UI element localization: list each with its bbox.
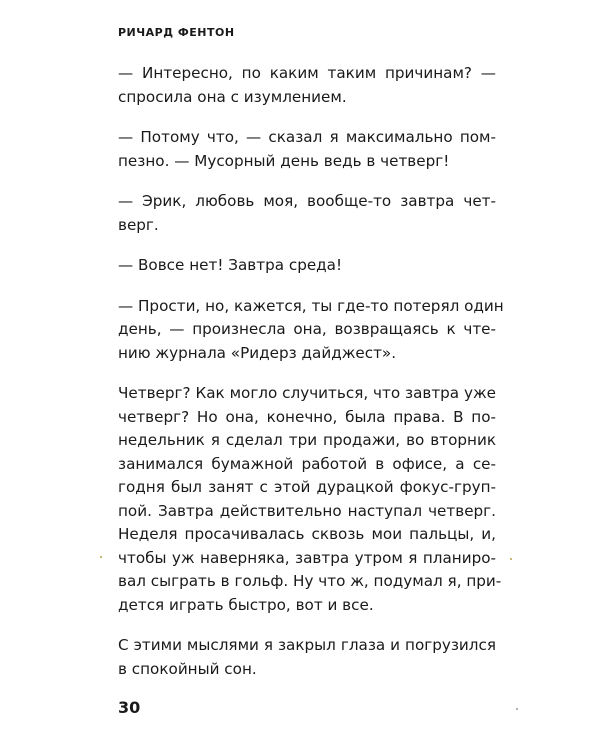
text-line: дется играть быстро, вот и все. <box>118 595 374 614</box>
scan-speck <box>516 708 518 710</box>
running-head: РИЧАРД ФЕНТОН <box>118 26 235 39</box>
text-line: — Вовсе нет! Завтра среда! <box>118 256 343 274</box>
paragraph-6 <box>118 382 502 617</box>
scan-speck <box>100 556 102 558</box>
text-line: — Эрик, любовь моя, вообще-то завтра чет- <box>118 192 496 210</box>
paragraph-1 <box>118 62 496 109</box>
text-line: пой. Завтра действительно наступал четверг. <box>118 501 496 520</box>
text-line: годня был занят с этой дурацкой фокус-груп- <box>118 478 496 496</box>
page-number: 30 <box>118 698 141 717</box>
text-line: — Интересно, по каким таким причинам? — <box>118 64 496 82</box>
text-line: нию журнала «Ридерз дайджест». <box>118 343 397 362</box>
text-line: Четверг? Как могло случиться, что завтра уже <box>118 384 496 402</box>
paragraph-3 <box>118 190 496 237</box>
body-text <box>118 62 504 698</box>
text-line: спросила она с изумлением. <box>118 87 347 106</box>
text-line: — Потому что, — сказал я максимально пом- <box>118 128 496 146</box>
paragraph-7 <box>118 634 496 681</box>
text-line: в спокойный сон. <box>118 659 257 678</box>
paragraph-2 <box>118 126 496 173</box>
text-line: недельник я сделал три продажи, во вторник <box>118 431 496 449</box>
paragraph-5 <box>118 295 504 366</box>
paragraph-4 <box>118 254 496 278</box>
text-line: четверг? Но она, конечно, была права. В по- <box>118 407 496 426</box>
text-line: занимался бумажной работой в офисе, а се- <box>118 454 496 473</box>
text-line: чтобы уж наверняка, завтра утром я планиро- <box>118 548 496 567</box>
text-line: Неделя просачивалась сквозь мои пальцы, и, <box>118 525 496 543</box>
text-line: пезно. — Мусорный день ведь в четверг! <box>118 151 450 170</box>
text-line: — Прости, но, кажется, ты где-то потерял один <box>118 296 504 315</box>
scan-speck <box>510 558 512 560</box>
text-line: вал сыграть в гольф. Ну что ж, подумал я, при- <box>118 572 502 590</box>
text-line: С этими мыслями я закрыл глаза и погрузился <box>118 636 496 654</box>
text-line: день, — произнесла она, возвращаясь к чте- <box>118 320 496 338</box>
text-line: верг. <box>118 215 159 234</box>
